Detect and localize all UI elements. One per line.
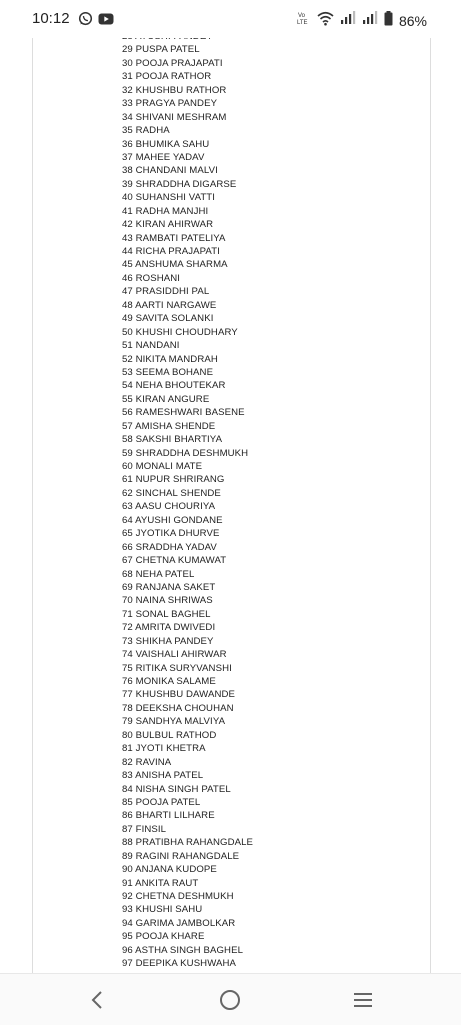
list-item: 32 KHUSHBU RATHOR [122, 84, 227, 96]
volte-icon [297, 10, 311, 31]
svg-text:LTE: LTE [296, 20, 308, 26]
list-item: 89 RAGINI RAHANGDALE [122, 850, 240, 862]
list-item: 86 BHARTI LILHARE [122, 810, 215, 822]
document-page[interactable] [32, 38, 431, 973]
list-item: 51 NANDANI [122, 340, 180, 352]
list-item: 91 ANKITA RAUT [122, 877, 199, 889]
list-item: 43 RAMBATI PATELIYA [122, 232, 226, 244]
list-item: 82 RAVINA [122, 756, 172, 768]
list-item: 31 POOJA RATHOR [122, 71, 212, 83]
notification-icons [78, 11, 114, 31]
list-item: 67 CHETNA KUMAWAT [122, 555, 227, 567]
list-item: 71 SONAL BAGHEL [122, 608, 211, 620]
list-item: 40 SUHANSHI VATTI [122, 192, 216, 204]
list-item: 90 ANJANA KUDOPE [122, 864, 217, 876]
list-item: 92 CHETNA DESHMUKH [122, 891, 234, 902]
status-time: 10:12 [32, 10, 70, 27]
list-item: 97 DEEPIKA KUSHWAHA [122, 958, 237, 970]
list-item: 75 RITIKA SURYVANSHI [122, 662, 232, 674]
list-item: 44 RICHA PRAJAPATI [122, 246, 220, 257]
list-item: 84 NISHA SINGH PATEL [122, 783, 231, 795]
signal-icon [362, 11, 378, 30]
list-item: 37 MAHEE YADAV [122, 151, 205, 163]
list-item: 68 NEHA PATEL [122, 568, 195, 580]
list-item: 36 BHUMIKA SAHU [122, 138, 210, 150]
list-item: 53 SEEMA BOHANE [122, 366, 214, 378]
list-item: 76 MONIKA SALAME [122, 676, 216, 687]
list-item: 70 NAINA SHRIWAS [122, 595, 213, 607]
list-item: 54 NEHA BHOUTEKAR [122, 380, 226, 392]
list-item: 38 CHANDANI MALVI [122, 165, 218, 177]
list-item: 78 DEEKSHA CHOUHAN [122, 702, 234, 714]
back-icon[interactable] [86, 988, 110, 1012]
list-item: 79 SANDHYA MALVIYA [122, 716, 226, 728]
list-item: 64 AYUSHI GONDANE [122, 514, 223, 526]
list-item: 48 AARTI NARGAWE [122, 299, 217, 311]
navigation-bar [0, 973, 461, 1025]
list-item: 60 MONALI MATE [122, 461, 203, 472]
system-icons [297, 10, 427, 31]
list-item: 85 POOJA PATEL [122, 796, 201, 808]
list-item: 65 JYOTIKA DHURVE [122, 528, 220, 540]
list-item: 49 SAVITA SOLANKI [122, 313, 214, 325]
list-item: 61 NUPUR SHRIRANG [122, 474, 225, 486]
list-item: 50 KHUSHI CHOUDHARY [122, 326, 238, 338]
list-item: 57 AMISHA SHENDE [122, 420, 216, 432]
youtube-icon [98, 12, 114, 30]
list-item: 87 FINSIL [122, 823, 167, 835]
list-item: 39 SHRADDHA DIGARSE [122, 178, 237, 190]
list-item: 62 SINCHAL SHENDE [122, 487, 221, 499]
list-item: 77 KHUSHBU DAWANDE [122, 689, 236, 701]
list-item: 56 RAMESHWARI BASENE [122, 407, 245, 419]
list-item: 74 VAISHALI AHIRWAR [122, 649, 227, 661]
recents-icon[interactable] [351, 988, 375, 1012]
list-item: 88 PRATIBHA RAHANGDALE [122, 837, 254, 849]
list-item: 42 KIRAN AHIRWAR [122, 219, 214, 231]
list-item: 95 POOJA KHARE [122, 931, 205, 943]
list-item: 73 SHIKHA PANDEY [122, 635, 214, 647]
list-item: 58 SAKSHI BHARTIYA [122, 434, 223, 446]
list-item: 66 SRADDHA YADAV [122, 541, 217, 553]
list-item: 46 ROSHANI [122, 272, 181, 284]
list-item: 45 ANSHUMA SHARMA [122, 259, 228, 271]
list-item: 35 RADHA [122, 125, 170, 137]
list-item: 72 AMRITA DWIVEDI [122, 622, 216, 634]
list-item: 69 RANJANA SAKET [122, 581, 216, 593]
list-item: 81 JYOTI KHETRA [122, 743, 206, 755]
list-item: 93 KHUSHI SAHU [122, 904, 203, 916]
list-item: 55 KIRAN ANGURE [122, 393, 210, 405]
battery-icon [384, 11, 393, 31]
name-list [122, 30, 253, 971]
list-item: 52 NIKITA MANDRAH [122, 353, 218, 365]
list-item: 30 POOJA PRAJAPATI [122, 57, 223, 69]
status-bar [0, 0, 461, 38]
list-item: 47 PRASIDDHI PAL [122, 286, 210, 298]
whatsapp-icon [78, 11, 93, 31]
list-item: 41 RADHA MANJHI [122, 205, 209, 217]
list-item: 80 BULBUL RATHOD [122, 729, 217, 741]
battery-percent: 86% [398, 12, 427, 29]
home-icon[interactable] [218, 988, 242, 1012]
signal-icon [340, 11, 356, 30]
list-item: 34 SHIVANI MESHRAM [122, 111, 227, 123]
list-item: 94 GARIMA JAMBOLKAR [122, 917, 236, 929]
list-item: 83 ANISHA PATEL [122, 770, 204, 782]
svg-text:Vo: Vo [297, 13, 305, 19]
list-item: 59 SHRADDHA DESHMUKH [122, 447, 249, 459]
list-item: 96 ASTHA SINGH BAGHEL [122, 944, 243, 956]
list-item: 29 PUSPA PATEL [122, 44, 200, 56]
wifi-icon [317, 11, 334, 31]
list-item: 63 AASU CHOURIYA [122, 501, 216, 513]
list-item: 33 PRAGYA PANDEY [122, 98, 218, 110]
